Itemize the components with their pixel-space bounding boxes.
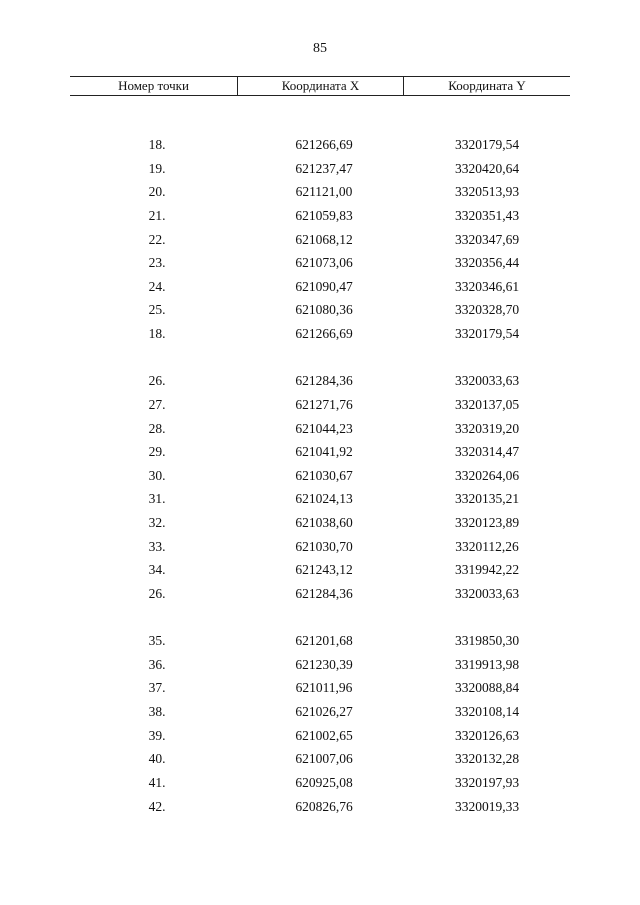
coordinate-x-cell: 621026,27 [295,704,353,720]
point-number-cell: 32. [148,515,166,531]
coordinates-table-body [70,136,570,845]
table-row [70,254,570,278]
coordinate-y-cell: 3320033,63 [454,373,520,389]
point-number-cell: 33. [148,538,166,554]
coordinate-y-cell: 3320356,44 [454,255,520,271]
point-number-cell: 41. [148,775,166,791]
table-row [70,561,570,585]
table-row [70,656,570,680]
coordinate-y-cell: 3320108,14 [454,704,520,720]
point-number-cell: 21. [148,207,166,223]
point-number-cell: 28. [148,420,166,436]
table-row [70,727,570,751]
point-number-cell: 31. [148,491,166,507]
table-row [70,467,570,491]
coordinate-y-cell: 3320112,26 [455,538,519,554]
table-row [70,798,570,822]
point-number-cell: 26. [148,586,166,602]
point-number-cell: 23. [148,255,166,271]
point-number-cell: 24. [148,278,166,294]
point-group [70,632,570,821]
table-row [70,372,570,396]
table-row [70,420,570,444]
point-number-cell: 18. [148,326,166,342]
coordinate-x-cell: 621284,36 [295,373,353,389]
coordinate-y-cell: 3319913,98 [454,656,520,672]
coordinate-x-cell: 621030,70 [295,538,353,554]
table-row [70,585,570,609]
table-row [70,136,570,160]
coordinate-y-cell: 3320088,84 [454,680,520,696]
point-number-cell: 40. [148,751,166,767]
coordinate-y-cell: 3320328,70 [454,302,520,318]
coordinate-x-cell: 621271,76 [295,396,353,412]
coordinate-y-cell: 3320179,54 [454,137,520,152]
coordinate-x-cell: 621230,39 [295,656,353,672]
table-row [70,679,570,703]
point-number-cell: 39. [148,727,166,743]
point-number-cell: 27. [148,396,166,412]
table-header [70,76,570,96]
point-number-cell: 35. [148,633,166,649]
coordinate-x-cell: 621068,12 [295,231,353,247]
table-row [70,514,570,538]
coordinate-x-cell: 621030,67 [295,467,353,483]
point-number-cell: 30. [148,467,166,483]
coordinate-x-cell: 621284,36 [295,586,353,602]
table-row [70,703,570,727]
coordinate-x-cell: 621201,68 [295,633,353,649]
table-row [70,183,570,207]
coordinate-x-cell: 621044,23 [295,420,353,436]
table-row [70,278,570,302]
point-number-cell: 20. [148,184,166,200]
point-group [70,372,570,608]
coordinate-x-cell: 621080,36 [295,302,353,318]
point-number-cell: 42. [148,798,166,814]
coordinate-x-cell: 621266,69 [295,137,353,152]
table-row [70,301,570,325]
coordinate-y-cell: 3320264,06 [454,467,520,483]
coordinate-y-cell: 3320347,69 [454,231,520,247]
coordinate-x-cell: 620826,76 [295,798,353,814]
table-row [70,774,570,798]
coordinate-y-cell: 3320019,33 [454,798,520,814]
coordinate-y-cell: 3320319,20 [454,420,520,436]
header-coordinate-x: Координата X [238,77,404,95]
point-number-cell: 26. [148,373,166,389]
table-row [70,750,570,774]
table-row [70,396,570,420]
table-row [70,490,570,514]
table-row [70,325,570,349]
point-number-cell: 38. [148,704,166,720]
coordinate-x-cell: 621002,65 [295,727,353,743]
coordinate-y-cell: 3320033,63 [454,586,520,602]
coordinate-y-cell: 3320351,43 [454,207,520,223]
coordinate-x-cell: 621243,12 [295,562,353,578]
table-row [70,538,570,562]
coordinate-y-cell: 3320513,93 [454,184,520,200]
coordinate-x-cell: 620925,08 [295,775,353,791]
coordinate-x-cell: 621090,47 [295,278,353,294]
coordinate-y-cell: 3320197,93 [454,775,520,791]
coordinate-y-cell: 3320135,21 [454,491,520,507]
coordinate-x-cell: 621038,60 [295,515,353,531]
coordinate-y-cell: 3320132,28 [454,751,520,767]
coordinate-x-cell: 621266,69 [295,326,353,342]
table-row [70,443,570,467]
table-row [70,231,570,255]
coordinate-y-cell: 3320346,61 [454,278,520,294]
point-number-cell: 34. [148,562,166,578]
coordinate-x-cell: 621011,96 [295,680,353,696]
coordinate-y-cell: 3320420,64 [454,160,520,176]
coordinate-x-cell: 621121,00 [295,184,353,200]
page-number: 85 [313,41,327,56]
point-number-cell: 18. [148,137,166,152]
point-group [70,136,570,349]
coordinate-y-cell: 3319942,22 [454,562,520,578]
table-row [70,632,570,656]
coordinate-y-cell: 3320179,54 [454,326,520,342]
coordinate-x-cell: 621059,83 [295,207,353,223]
point-number-cell: 37. [148,680,166,696]
coordinate-y-cell: 3320137,05 [454,396,520,412]
coordinate-x-cell: 621237,47 [295,160,353,176]
coordinate-x-cell: 621073,06 [295,255,353,271]
coordinate-y-cell: 3320123,89 [454,515,520,531]
coordinate-x-cell: 621041,92 [295,444,353,460]
header-point-number: Номер точки [70,77,238,95]
coordinate-x-cell: 621024,13 [295,491,353,507]
coordinate-y-cell: 3319850,30 [454,633,520,649]
point-number-cell: 25. [148,302,166,318]
point-number-cell: 19. [148,160,166,176]
coordinate-y-cell: 3320126,63 [454,727,520,743]
header-coordinate-y: Координата Y [448,78,526,93]
table-row [70,160,570,184]
point-number-cell: 22. [148,231,166,247]
point-number-cell: 29. [148,444,166,460]
coordinate-x-cell: 621007,06 [295,751,353,767]
coordinate-y-cell: 3320314,47 [454,444,520,460]
point-number-cell: 36. [148,656,166,672]
table-row [70,207,570,231]
